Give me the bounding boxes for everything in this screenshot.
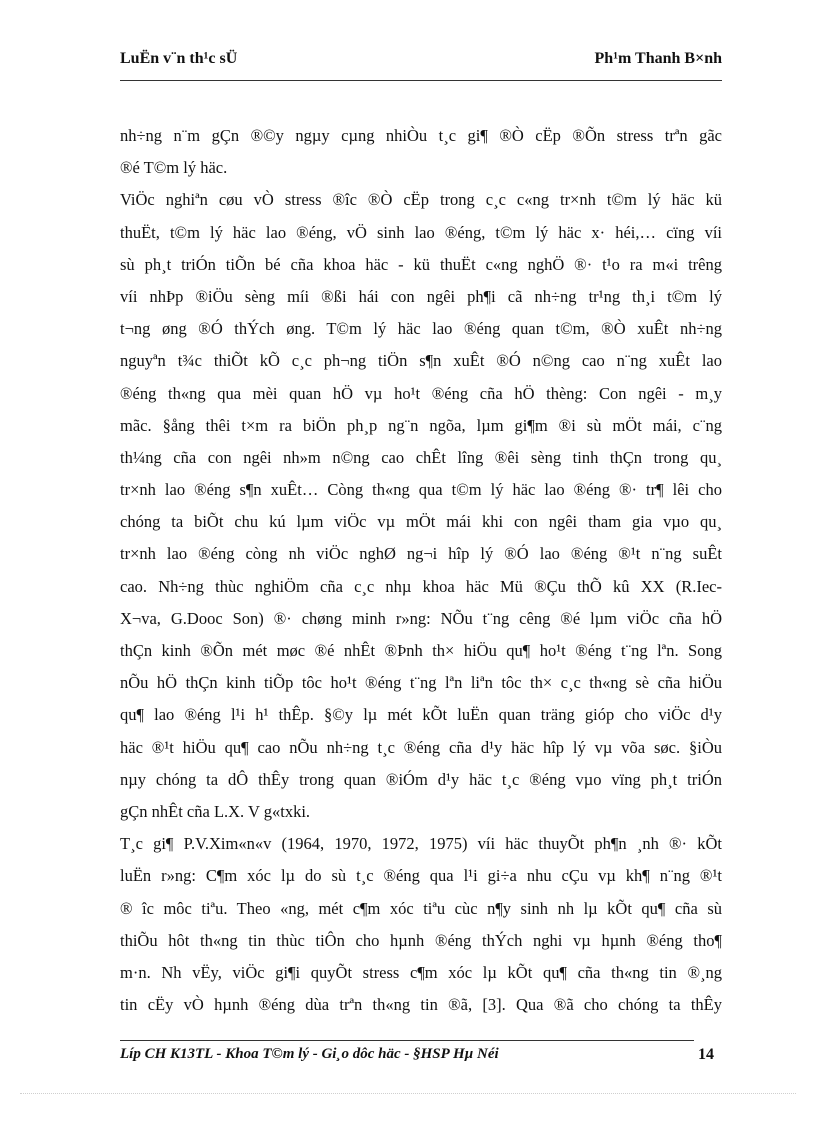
text-line: mãc. §ång thêi t×m ra biÖn ph¸p ng¨n ngõa, lµm gi¶m ®i sù mÖt mái, c¨ng [120,415,722,435]
text-line: thiÕu hôt th«ng tin thùc tiÔn cho hµnh ®éng thÝch nghi vµ hµnh ®éng tho¶ [120,930,722,950]
text-line: luËn r»ng: C¶m xóc lµ do sù t¸c ®éng qua l¹i gi÷a nhu cÇu vµ kh¶ n¨ng ®¹t [120,866,722,886]
body-text [120,120,722,1021]
text-line: ®éng th«ng qua mèi quan hÖ vµ ho¹t ®éng cña hÖ thèng: Con ngêi - m¸y [120,383,722,403]
text-line: X¬va, G.Dooc Son) ®· chøng minh r»ng: NÕu t¨ng cêng ®é lµm viÖc cña hÖ [120,608,722,628]
text-line: m·n. Nh vËy, viÖc gi¶i quyÕt stress c¶m xóc lµ kÕt qu¶ cña th«ng tin ®¸ng [120,962,722,982]
text-line: tr×nh lao ®éng s¶n xuÊt… Còng th«ng qua t©m lý häc lao ®éng ®· tr¶ lêi cho [120,480,722,500]
text-line: T¸c gi¶ P.V.Xim«n«v (1964, 1970, 1972, 1975) víi häc thuyÕt ph¶n ¸nh ®· kÕt [120,834,722,854]
text-line: nguyªn t¾c thiÕt kÕ c¸c ph¬ng tiÖn s¶n xuÊt ®Ó n©ng cao n¨ng xuÊt lao [120,351,722,371]
text-line: tr×nh lao ®éng còng nh viÖc nghØ ng¬i hîp lý ®Ó lao ®éng ®¹t n¨ng suÊt [120,544,722,564]
header-thesis-title: LuËn v¨n th¹c sÜ [120,50,238,67]
text-line: nµy chóng ta dÔ thÊy trong quan ®iÓm d¹y häc t¸c ®éng vµo vïng ph¸t triÓn [120,769,722,789]
text-line: t¬ng øng ®Ó thÝch øng. T©m lý häc lao ®éng quan t©m, ®Ò xuÊt nh÷ng [120,319,722,339]
text-line: chóng ta biÕt chu kú lµm viÖc vµ mÖt mái khi con ngêi tham gia vµo qu¸ [120,512,722,532]
text-line: qu¶ lao ®éng l¹i h¹ thÊp. §©y lµ mét kÕt luËn quan träng gióp cho viÖc d¹y [120,705,722,725]
header-divider [120,80,722,81]
footer-institution: Líp CH K13TL - Khoa T©m lý - Gi¸o dôc häc - §HSP Hµ Néi [120,1046,499,1062]
footer-divider [120,1040,694,1041]
page-boundary-divider [20,1093,796,1094]
text-line: thÇn kinh ®Õn mét møc ®é nhÊt ®Þnh th× hiÖu qu¶ ho¹t ®éng t¨ng lªn. Song [120,641,722,660]
text-line: nÕu hÖ thÇn kinh tiÕp tôc ho¹t ®éng t¨ng lªn liªn tôc th× c¸c th«ng sè cña hiÖu [120,673,722,693]
page-footer [120,1046,722,1066]
text-line: ® îc môc tiªu. Theo «ng, mét c¶m xóc tiªu cùc n¶y sinh nh lµ kÕt qu¶ cña sù [120,898,722,918]
text-line: tin cËy vÒ hµnh ®éng dùa trªn th«ng tin ®ã, [3]. Qua ®ã cho chóng ta thÊy [120,995,722,1015]
text-line: ®é T©m lý häc. [120,158,228,178]
text-line: thuËt, t©m lý häc lao ®éng, vÖ sinh lao ®éng, t©m lý häc x· héi,… cïng víi [120,222,722,242]
page-number: 14 [698,1046,714,1063]
text-line: víi nhÞp ®iÖu sèng míi ®ßi hái con ngêi ph¶i cã nh÷ng tr¹ng th¸i t©m lý [120,286,722,306]
text-line: häc ®¹t hiÖu qu¶ cao nÕu nh÷ng t¸c ®éng cña d¹y häc hîp lý vµ võa søc. §iÒu [120,737,722,757]
text-line: cao. Nh÷ng thùc nghiÖm cña c¸c nhµ khoa häc Mü ®Çu thÕ kû XX (R.Iec- [120,576,722,596]
text-line: ViÖc nghiªn cøu vÒ stress ®îc ®Ò cËp trong c¸c c«ng tr×nh t©m lý häc kü [120,190,722,210]
text-line: gÇn nhÊt cña L.X. V g«txki. [120,801,311,821]
text-line: sù ph¸t triÓn tiÕn bé cña khoa häc - kü thuËt c«ng nghÖ ®· t¹o ra m«i trêng [120,254,722,274]
header-author-name: Ph¹m Thanh B×nh [594,50,722,67]
text-line: th¼ng cña con ngêi nh»m n©ng cao chÊt lîng ®êi sèng tinh thÇn trong qu¸ [120,447,722,467]
text-line: nh÷ng n¨m gÇn ®©y ngµy cµng nhiÒu t¸c gi¶ ®Ò cËp ®Õn stress trªn gãc [120,126,722,145]
page-header [120,50,722,72]
